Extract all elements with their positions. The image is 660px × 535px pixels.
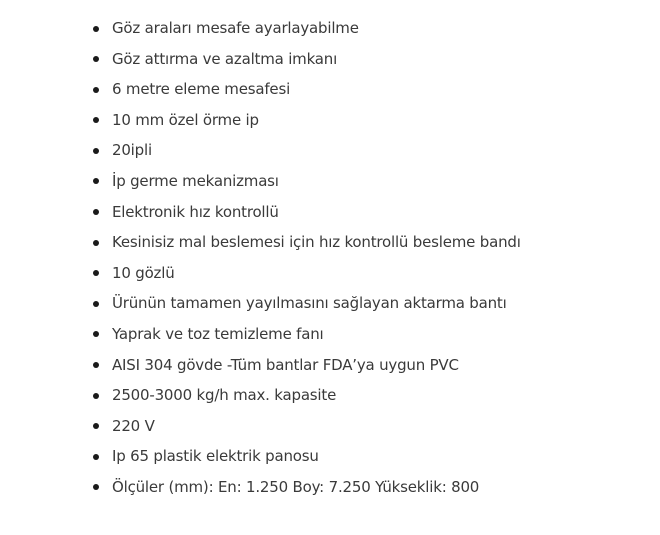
list-item bbox=[0, 258, 521, 289]
bullet-icon bbox=[93, 148, 99, 154]
list-item bbox=[0, 197, 521, 228]
bullet-icon bbox=[93, 240, 99, 246]
list-item bbox=[0, 135, 521, 166]
list-item bbox=[0, 288, 521, 319]
list-item-text: 10 mm özel örme ip bbox=[112, 110, 259, 129]
list-item bbox=[0, 441, 521, 472]
bullet-icon bbox=[93, 454, 99, 460]
list-item-text: 20ipli bbox=[112, 141, 152, 160]
list-item-text: 10 gözlü bbox=[112, 263, 175, 282]
bullet-icon bbox=[93, 178, 99, 184]
list-item-text: İp germe mekanizması bbox=[112, 171, 279, 190]
bullet-icon bbox=[93, 393, 99, 399]
bullet-icon bbox=[93, 484, 99, 490]
list-item-text: Göz attırma ve azaltma imkanı bbox=[112, 49, 338, 68]
list-item bbox=[0, 472, 521, 503]
list-item bbox=[0, 411, 521, 442]
list-item-text: Ip 65 plastik elektrik panosu bbox=[112, 447, 319, 466]
list-item bbox=[0, 74, 521, 105]
bullet-icon bbox=[93, 362, 99, 368]
feature-list bbox=[0, 13, 521, 503]
list-item bbox=[0, 44, 521, 75]
list-item-text: Ürünün tamamen yayılmasını sağlayan aktarma bantı bbox=[112, 294, 507, 313]
list-item-text: 2500-3000 kg/h max. kapasite bbox=[112, 386, 337, 405]
bullet-icon bbox=[93, 26, 99, 32]
bullet-icon bbox=[93, 270, 99, 276]
list-item bbox=[0, 227, 521, 258]
list-item-text: Yaprak ve toz temizleme fanı bbox=[112, 324, 324, 343]
list-item bbox=[0, 13, 521, 44]
list-item-text: 220 V bbox=[112, 416, 155, 435]
list-item-text: Kesinisiz mal beslemesi için hız kontrollü besleme bandı bbox=[112, 233, 521, 252]
bullet-icon bbox=[93, 331, 99, 337]
bullet-icon bbox=[93, 209, 99, 215]
list-item-text: Ölçüler (mm): En: 1.250 Boy: 7.250 Yükseklik: 800 bbox=[112, 477, 480, 496]
bullet-icon bbox=[93, 117, 99, 123]
list-item-text: 6 metre eleme mesafesi bbox=[112, 80, 291, 99]
bullet-icon bbox=[93, 301, 99, 307]
list-item bbox=[0, 380, 521, 411]
bullet-icon bbox=[93, 56, 99, 62]
list-item bbox=[0, 166, 521, 197]
list-item-text: Elektronik hız kontrollü bbox=[112, 202, 279, 221]
bullet-icon bbox=[93, 423, 99, 429]
bullet-icon bbox=[93, 87, 99, 93]
list-item-text: Göz araları mesafe ayarlayabilme bbox=[112, 19, 359, 37]
list-item bbox=[0, 319, 521, 350]
list-item-text: AISI 304 gövde -Tüm bantlar FDA’ya uygun PVC bbox=[112, 355, 459, 374]
list-item bbox=[0, 350, 521, 381]
list-item bbox=[0, 105, 521, 136]
